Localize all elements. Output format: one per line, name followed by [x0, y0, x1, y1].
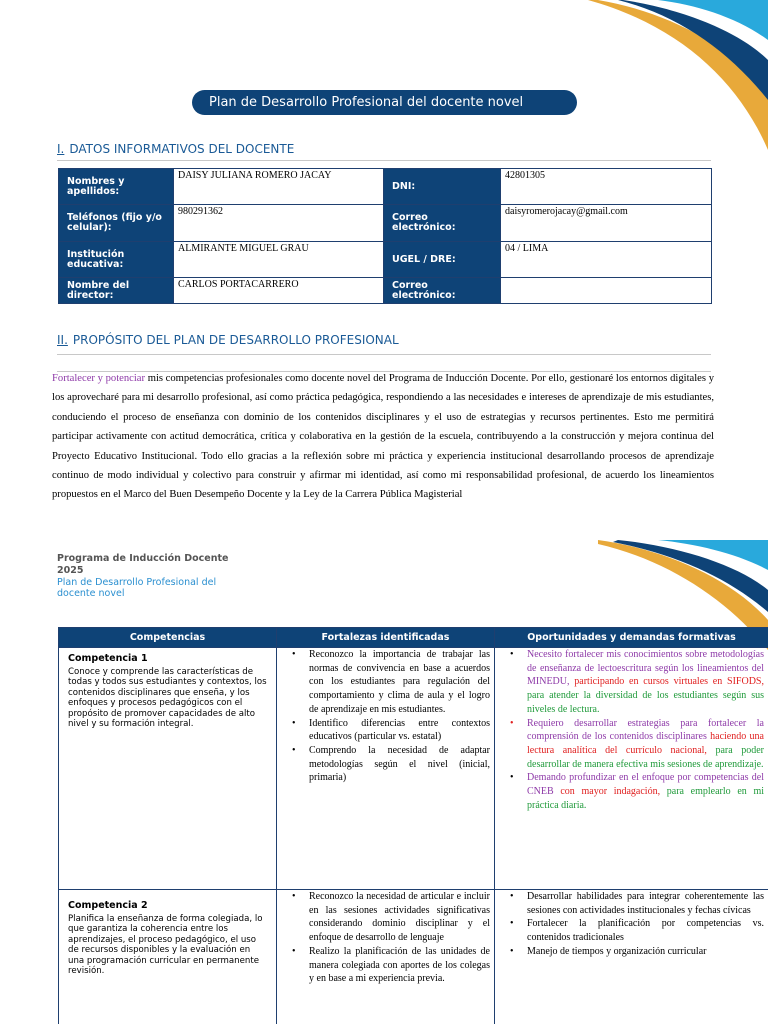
competencies-table — [58, 627, 768, 1024]
opportunities-list — [495, 890, 768, 959]
document-title: Plan de Desarrollo Profesional del docente novel — [192, 90, 577, 115]
corner-decoration-top — [588, 0, 768, 150]
strengths-list — [277, 890, 494, 986]
info-value: 42801305 — [501, 169, 712, 205]
info-value: ALMIRANTE MIGUEL GRAU — [174, 242, 384, 278]
competency-description: Planifica la enseñanza de forma colegiada, lo que garantiza la coherencia entre los aprendizajes, el proceso pedagógico, el uso de recursos disponibles y la evaluación en una programación curricular en permanente revisión. — [68, 913, 263, 976]
list-item: • Reconozco la importancia de trabajar las normas de convivencia en base a acuerdos con los estudiantes para regulación del comportamiento y clima de aula y el logro de aprendizaje en mis estudiantes. — [277, 648, 494, 717]
column-header: Fortalezas identificadas — [277, 628, 495, 648]
teacher-info-table — [58, 168, 712, 304]
list-item — [495, 648, 764, 717]
section-1-divider — [57, 160, 711, 161]
list-item: • Manejo de tiempos y organización curricular — [495, 945, 764, 959]
plan-subtitle: Plan de Desarrollo Profesional del docente novel — [57, 577, 217, 599]
section-2-divider — [57, 354, 711, 355]
info-label: DNI: — [384, 169, 501, 205]
list-item: • Reconozco la necesidad de articular e incluir en las sesiones actividades significativas considerando dominio disciplinar y el enfoque de desarrollo de lenguaje — [277, 890, 494, 945]
program-name: Programa de Inducción Docente 2025 — [57, 553, 229, 576]
table-row — [59, 169, 712, 205]
table-row — [59, 278, 712, 304]
info-label: Correo electrónico: — [384, 278, 501, 304]
info-label: Nombres y apellidos: — [59, 169, 174, 205]
list-item: • Identifico diferencias entre contextos educativos (particular vs. estatal) — [277, 717, 494, 744]
purpose-text: mis competencias profesionales como docente novel del Programa de Inducción Docente. Por ello, gestionaré los entornos digitales y los aprovecharé para mi desarrollo profesional, así como práctica pedagógica, respondiendo a las necesidades e intereses de aprendizaje de mis estudiantes, conduciendo el proceso de enseñanza con dominio de los contenidos disciplinares y el uso de estrategias y recursos pertinentes. Esto me permitirá participar activamente con actitud democrática, crítica y colaborativa en la gestión de la escuela, contribuyendo a la construcción y mejora continua del Proyecto Educativo Institucional. Todo ello gracias a la reflexión sobre mi práctica y experiencia institucional desarrollando procesos de aprendizaje continuo de modo individual y colectivo para construir y afirmar mi identidad, así como mi responsabilidad profesional, de acuerdo los lineamientos propuestos en el Marco del Buen Desempeño Docente y la Ley de la Carrera Pública Magisterial — [52, 373, 714, 501]
opportunities-cell — [495, 890, 768, 1024]
info-value: 04 / LIMA — [501, 242, 712, 278]
opportunity-need: Necesito fortalecer mis conocimientos sobre metodologías de enseñanza de lectoescritura según los lineamientos del MINEDU, — [527, 649, 764, 688]
opportunities-list — [495, 648, 768, 812]
competency-title: Competencia 1 — [68, 653, 148, 664]
section-2-title: PROPÓSITO DEL PLAN DE DESARROLLO PROFESIONAL — [72, 333, 399, 347]
competency-cell — [59, 890, 277, 1024]
info-value — [501, 278, 712, 304]
table-header-row — [59, 628, 768, 648]
page2-header — [57, 553, 257, 599]
info-value: daisyromerojacay@gmail.com — [501, 205, 712, 242]
info-value: 980291362 — [174, 205, 384, 242]
opportunity-need: Demando profundizar en el enfoque por competencias del CNEB — [527, 772, 764, 798]
opportunity-action: participando en cursos virtuales en SIFODS, — [574, 676, 764, 688]
list-item: • Desarrollar habilidades para integrar coherentemente las sesiones con actividades institucionales y fechas cívicas — [495, 890, 764, 917]
strengths-cell — [277, 648, 495, 890]
list-item: • Realizo la planificación de las unidades de manera colegiada con aportes de los colegas y en base a mi experiencia previa. — [277, 945, 494, 986]
purpose-highlight: Fortalecer y potenciar — [52, 373, 146, 384]
info-label: Correo electrónico: — [384, 205, 501, 242]
section-1-heading — [57, 142, 294, 156]
list-item — [495, 717, 764, 772]
competency-description: Conoce y comprende las características de todas y todos sus estudiantes y contextos, los contenidos disciplinares que enseña, y los enfoques y procesos pedagógicos con el propósito de promover capacidades de alto nivel y su formación integral. — [68, 666, 267, 729]
purpose-paragraph — [52, 369, 714, 505]
table-row — [59, 242, 712, 278]
info-label: Teléfonos (fijo y/o celular): — [59, 205, 174, 242]
info-label: Nombre del director: — [59, 278, 174, 304]
section-2-heading — [57, 333, 399, 347]
opportunity-purpose: para atender la diversidad de los estudiantes según sus niveles de lectura. — [527, 690, 764, 715]
opportunity-purpose: para emplearlo en mi práctica diaria. — [527, 786, 765, 811]
table-row — [59, 205, 712, 242]
info-value: CARLOS PORTACARRERO — [174, 278, 384, 304]
section-1-number: I. — [57, 142, 65, 156]
column-header: Competencias — [59, 628, 277, 648]
competency-title: Competencia 2 — [68, 900, 148, 911]
column-header: Oportunidades y demandas formativas — [495, 628, 768, 648]
list-item: • Comprendo la necesidad de adaptar metodologías según el nivel (inicial, primaria) — [277, 744, 494, 785]
competency-cell — [59, 648, 277, 890]
strengths-cell — [277, 890, 495, 1024]
opportunity-action: haciendo una lectura analítica del currículo nacional, — [527, 731, 764, 756]
opportunity-action: con mayor indagación, — [560, 786, 667, 798]
opportunity-purpose: para poder desarrollar de manera efectiva mis sesiones de aprendizaje. — [527, 744, 764, 770]
info-value: DAISY JULIANA ROMERO JACAY — [174, 169, 384, 205]
opportunities-cell — [495, 648, 768, 890]
info-label: UGEL / DRE: — [384, 242, 501, 278]
strengths-list — [277, 648, 494, 785]
info-label: Institución educativa: — [59, 242, 174, 278]
section-1-title: DATOS INFORMATIVOS DEL DOCENTE — [69, 142, 295, 156]
list-item — [495, 771, 764, 812]
opportunity-need: Requiero desarrollar estrategias para fortalecer la comprensión de los contenidos disciplinares — [527, 717, 764, 743]
section-2-number: II. — [57, 333, 68, 347]
list-item: • Fortalecer la planificación por competencias vs. contenidos tradicionales — [495, 917, 764, 944]
table-row — [59, 890, 768, 1024]
table-row — [59, 648, 768, 890]
